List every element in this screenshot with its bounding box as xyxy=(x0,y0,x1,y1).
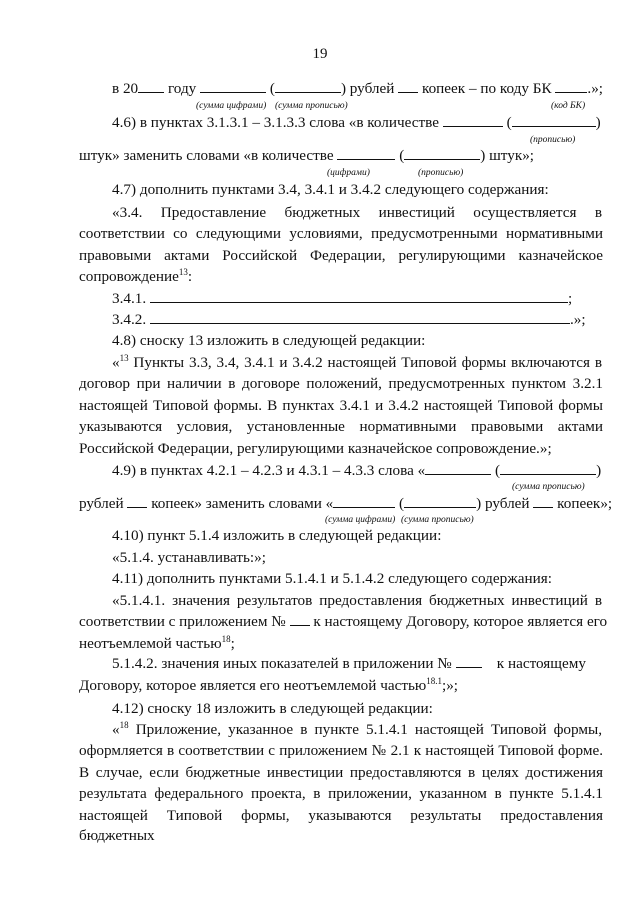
text-line-32: настоящей Типовой формы, указываются результаты предоставления бюджетных xyxy=(79,807,603,844)
text-line-5: «3.4. Предоставление бюджетных инвестиций осуществляется в xyxy=(112,204,602,221)
text-line-21: 4.11) дополнить пунктами 5.1.4.1 и 5.1.4.2 следующего содержания: xyxy=(112,570,552,587)
caption-words-2: (прописью) xyxy=(418,168,464,178)
text-line-6: соответствии со следующими условиями, предусмотренными нормативными xyxy=(79,225,603,242)
text-line-11: 4.8) сноску 13 изложить в следующей редакции: xyxy=(112,332,426,349)
text-line-28: «$^{18}$ Приложение, указанное в пункте 5.1.4.1 настоящей Типовой формы, xyxy=(112,719,602,738)
caption-sum-words: (сумма прописью) xyxy=(275,101,348,111)
caption-sum-digits-2: (сумма цифрами) xyxy=(325,515,396,525)
page-number: 19 xyxy=(312,46,328,62)
caption-digits: (цифрами) xyxy=(327,168,370,178)
text-line-13: договор при наличии в договоре положений, предусмотренных пунктом 3.2.1 xyxy=(79,375,603,392)
text-line-3: штук» заменить словами «в количестве ( ) штук»; xyxy=(79,147,535,164)
caption-sum-words-3: (сумма прописью) xyxy=(401,515,474,525)
text-line-1: в 20 году ( ) рублей копеек – по коду БК .»; xyxy=(112,80,604,97)
caption-kbk: (код БК) xyxy=(551,101,586,111)
text-line-30: В случае, если бюджетные инвестиции предоставляются в целях достижения xyxy=(79,764,603,781)
text-line-2: 4.6) в пунктах 3.1.3.1 – 3.1.3.3 слова «в количестве ( ) xyxy=(112,114,601,131)
text-line-29: оформляется в соответствии с приложением № 2.1 к настоящей Типовой форме. xyxy=(79,742,603,759)
text-line-19: 4.10) пункт 5.1.4 изложить в следующей редакции: xyxy=(112,527,442,544)
caption-words: (прописью) xyxy=(530,135,576,145)
text-line-18: рублей копеек» заменить словами « ( ) рублей копеек»; xyxy=(79,495,613,512)
text-line-4: 4.7) дополнить пунктами 3.4, 3.4.1 и 3.4.2 следующего содержания: xyxy=(112,181,549,198)
text-line-14: настоящей Типовой формы. В пунктах 3.4.1 и 3.4.2 настоящей Типовой формы xyxy=(79,397,603,414)
text-line-15: указываются условия, установленные нормативными правовыми актами xyxy=(79,418,603,435)
text-line-8: сопровождение$^{13}$: xyxy=(79,266,193,285)
caption-sum-digits: (сумма цифрами) xyxy=(196,101,267,111)
text-line-31: результата федерального проекта, в приложении, указанном в пункте 5.1.4.1 xyxy=(79,785,603,802)
text-line-25: 5.1.4.2. значения иных показателей в приложении № к настоящему xyxy=(112,655,586,672)
text-line-24: неотъемлемой частью$^{18}$; xyxy=(79,633,235,652)
text-line-9: 3.4.1. ; xyxy=(112,290,573,307)
caption-sum-words-2: (сумма прописью) xyxy=(512,482,585,492)
text-line-10: 3.4.2. .»; xyxy=(112,311,586,328)
text-line-16: Российской Федерации, регулирующими казначейское сопровождение.»; xyxy=(79,440,552,457)
text-line-27: 4.12) сноску 18 изложить в следующей редакции: xyxy=(112,700,433,717)
text-line-17: 4.9) в пунктах 4.2.1 – 4.2.3 и 4.3.1 – 4.3.3 слова « ( ) xyxy=(112,462,602,479)
text-line-12: «$^{13}$ Пункты 3.3, 3.4, 3.4.1 и 3.4.2 настоящей Типовой формы включаются в xyxy=(112,352,602,371)
text-line-20: «5.1.4. устанавливать:»; xyxy=(112,549,266,566)
text-line-22: «5.1.4.1. значения результатов предоставления бюджетных инвестиций в xyxy=(112,592,602,609)
text-line-7: правовыми актами Российской Федерации, регулирующими казначейское xyxy=(79,247,603,264)
text-line-23: соответствии с приложением № к настоящему Договору, которое является его xyxy=(79,613,608,630)
text-line-26: Договору, которое является его неотъемлемой частью$^{18.1}$;»; xyxy=(79,675,459,694)
